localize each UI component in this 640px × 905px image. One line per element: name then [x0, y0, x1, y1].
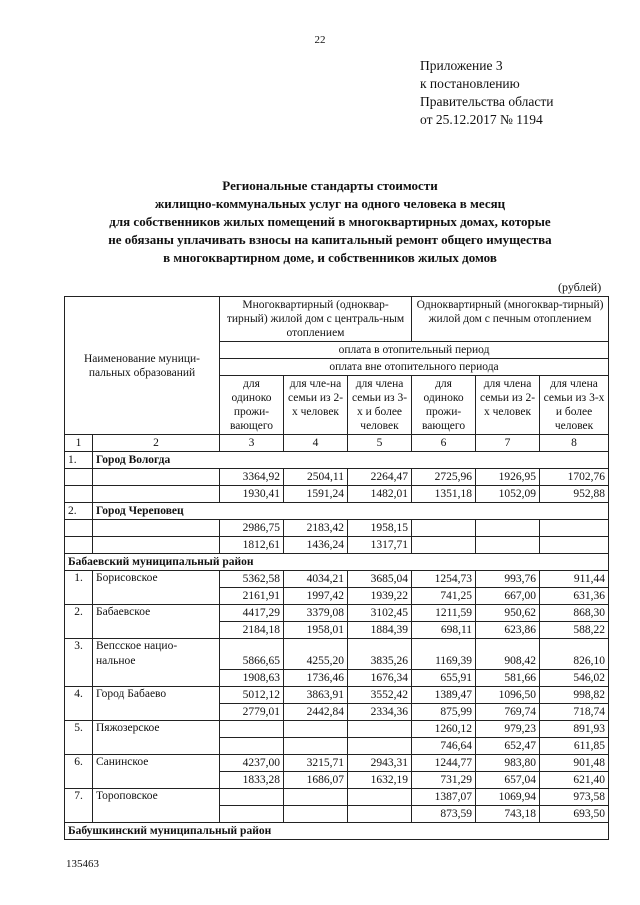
- value-cell: 2184,18: [220, 622, 284, 639]
- value-cell: 998,82: [540, 687, 609, 704]
- value-cell: 908,42: [476, 639, 540, 670]
- row-number: 1.: [65, 452, 93, 469]
- value-cell: 655,91: [412, 670, 476, 687]
- municipality-name: Борисовское: [93, 571, 220, 605]
- value-cell: 581,66: [476, 670, 540, 687]
- value-cell: 2264,47: [348, 469, 412, 486]
- value-cell: 1591,24: [284, 486, 348, 503]
- value-cell: 1211,59: [412, 605, 476, 622]
- value-cell: 911,44: [540, 571, 609, 588]
- value-cell: 1260,12: [412, 721, 476, 738]
- value-cell: 769,74: [476, 704, 540, 721]
- value-cell: 2161,91: [220, 588, 284, 605]
- value-cell: 5012,12: [220, 687, 284, 704]
- value-cell: 698,11: [412, 622, 476, 639]
- value-cell: 3835,26: [348, 639, 412, 670]
- table-row: [65, 554, 609, 571]
- value-cell: 4255,20: [284, 639, 348, 670]
- table-row: [65, 605, 609, 622]
- value-cell: 693,50: [540, 806, 609, 823]
- value-cell: 875,99: [412, 704, 476, 721]
- column-number: 2: [93, 435, 220, 452]
- value-cell: 1939,22: [348, 588, 412, 605]
- table-row: [65, 721, 609, 738]
- value-cell: 546,02: [540, 670, 609, 687]
- value-cell: 2442,84: [284, 704, 348, 721]
- value-cell: 623,86: [476, 622, 540, 639]
- value-cell: 4034,21: [284, 571, 348, 588]
- municipality-name: Санинское: [93, 755, 220, 789]
- value-cell: 3552,42: [348, 687, 412, 704]
- value-cell: 873,59: [412, 806, 476, 823]
- value-cell: 1052,09: [476, 486, 540, 503]
- row-number: 7.: [65, 789, 93, 823]
- value-cell: 1244,77: [412, 755, 476, 772]
- title-line: для собственников жилых помещений в многоквартирных домах, которые: [109, 214, 551, 229]
- value-cell: 718,74: [540, 704, 609, 721]
- value-cell: 1351,18: [412, 486, 476, 503]
- header-non-heating-season: оплата вне отопительного периода: [220, 359, 609, 376]
- header-col-two: для чле-на семьи из 2-х человек: [284, 376, 348, 435]
- value-cell: 1436,24: [284, 537, 348, 554]
- value-cell: 2943,31: [348, 755, 412, 772]
- table-row: [65, 520, 609, 537]
- value-cell: 1387,07: [412, 789, 476, 806]
- value-cell: 2504,11: [284, 469, 348, 486]
- value-cell: 3215,71: [284, 755, 348, 772]
- table-row: [65, 823, 609, 840]
- value-cell: 1069,94: [476, 789, 540, 806]
- table-row: [65, 452, 609, 469]
- value-cell: 983,80: [476, 755, 540, 772]
- value-cell: 2725,96: [412, 469, 476, 486]
- value-cell: 891,93: [540, 721, 609, 738]
- title-line: не обязаны уплачивать взносы на капитальный ремонт общего имущества: [108, 232, 552, 247]
- value-cell: 2986,75: [220, 520, 284, 537]
- value-cell: 741,25: [412, 588, 476, 605]
- column-number: 7: [476, 435, 540, 452]
- value-cell: 1958,15: [348, 520, 412, 537]
- value-cell: 952,88: [540, 486, 609, 503]
- district-heading: Бабушкинский муниципальный район: [65, 823, 609, 840]
- value-cell: 5866,65: [220, 639, 284, 670]
- value-cell: 1254,73: [412, 571, 476, 588]
- row-number: 4.: [65, 687, 93, 721]
- value-cell: 1833,28: [220, 772, 284, 789]
- value-cell: 611,85: [540, 738, 609, 755]
- header-col-single: для одиноко прожи-вающего: [412, 376, 476, 435]
- value-cell: 5362,58: [220, 571, 284, 588]
- value-cell: 743,18: [476, 806, 540, 823]
- header-col-three: для члена семьи из 3-х и более человек: [540, 376, 609, 435]
- municipality-name: Вепсское нацио-нальное: [93, 639, 220, 687]
- row-number: 6.: [65, 755, 93, 789]
- value-cell: 3364,92: [220, 469, 284, 486]
- value-cell: 1482,01: [348, 486, 412, 503]
- value-cell: 1169,39: [412, 639, 476, 670]
- table-row: [65, 755, 609, 772]
- municipality-name: Пяжозерское: [93, 721, 220, 755]
- value-cell: 1686,07: [284, 772, 348, 789]
- value-cell: 1884,39: [348, 622, 412, 639]
- value-cell: 4237,00: [220, 755, 284, 772]
- table-row: [65, 571, 609, 588]
- header-heating-season: оплата в отопительный период: [220, 342, 609, 359]
- table-row: [65, 503, 609, 520]
- document-code: 135463: [66, 858, 99, 870]
- column-number: 3: [220, 435, 284, 452]
- municipality-name: Город Череповец: [93, 503, 609, 520]
- value-cell: 3685,04: [348, 571, 412, 588]
- row-number: 2.: [65, 503, 93, 520]
- value-cell: 979,23: [476, 721, 540, 738]
- appendix-line: Правительства области: [420, 94, 554, 109]
- value-cell: 3102,45: [348, 605, 412, 622]
- table-row: [65, 469, 609, 486]
- value-cell: 3379,08: [284, 605, 348, 622]
- value-cell: 1702,76: [540, 469, 609, 486]
- table-row: [65, 486, 609, 503]
- row-number: 1.: [65, 571, 93, 605]
- header-col-single: для одиноко прожи-вающего: [220, 376, 284, 435]
- header-col-three: для члена семьи из 3-х и более человек: [348, 376, 412, 435]
- column-number: 6: [412, 435, 476, 452]
- value-cell: 2334,36: [348, 704, 412, 721]
- title-line: жилищно-коммунальных услуг на одного человека в месяц: [154, 196, 506, 211]
- document-title: [40, 177, 620, 267]
- standards-table: [64, 296, 609, 840]
- header-name-col: Наименование муници-пальных образований: [65, 297, 220, 435]
- value-cell: 1317,71: [348, 537, 412, 554]
- appendix-line: от 25.12.2017 № 1194: [420, 112, 543, 127]
- value-cell: 667,00: [476, 588, 540, 605]
- value-cell: 993,76: [476, 571, 540, 588]
- header-multi-house: Многоквартирный (одноквар-тирный) жилой дом с централь-ным отоплением: [220, 297, 412, 342]
- value-cell: 2183,42: [284, 520, 348, 537]
- value-cell: 1736,46: [284, 670, 348, 687]
- value-cell: 631,36: [540, 588, 609, 605]
- value-cell: 1096,50: [476, 687, 540, 704]
- value-cell: 621,40: [540, 772, 609, 789]
- header-single-house: Одноквартирный (многоквар-тирный) жилой дом с печным отоплением: [412, 297, 609, 342]
- value-cell: 1389,47: [412, 687, 476, 704]
- page-number: 22: [314, 34, 326, 46]
- value-cell: 950,62: [476, 605, 540, 622]
- value-cell: 1997,42: [284, 588, 348, 605]
- header-col-two: для члена семьи из 2-х человек: [476, 376, 540, 435]
- row-number: 2.: [65, 605, 93, 639]
- column-number: 5: [348, 435, 412, 452]
- column-number: 1: [65, 435, 93, 452]
- value-cell: 1812,61: [220, 537, 284, 554]
- column-number: 4: [284, 435, 348, 452]
- value-cell: 1958,01: [284, 622, 348, 639]
- value-cell: 4417,29: [220, 605, 284, 622]
- value-cell: 826,10: [540, 639, 609, 670]
- table-row: [65, 639, 609, 670]
- municipality-name: Тороповское: [93, 789, 220, 823]
- value-cell: 973,58: [540, 789, 609, 806]
- table-row: [65, 537, 609, 554]
- value-cell: 2779,01: [220, 704, 284, 721]
- row-number: 5.: [65, 721, 93, 755]
- value-cell: 746,64: [412, 738, 476, 755]
- row-number: 3.: [65, 639, 93, 687]
- table-row: [65, 687, 609, 704]
- value-cell: 1632,19: [348, 772, 412, 789]
- appendix-line: Приложение 3: [420, 58, 503, 73]
- value-cell: 1676,34: [348, 670, 412, 687]
- value-cell: 588,22: [540, 622, 609, 639]
- municipality-name: Город Вологда: [93, 452, 609, 469]
- unit-label: (рублей): [558, 280, 602, 294]
- municipality-name: Город Бабаево: [93, 687, 220, 721]
- district-heading: Бабаевский муниципальный район: [65, 554, 609, 571]
- value-cell: 901,48: [540, 755, 609, 772]
- value-cell: 1926,95: [476, 469, 540, 486]
- appendix-line: к постановлению: [420, 76, 520, 91]
- value-cell: 1930,41: [220, 486, 284, 503]
- appendix-block: [420, 57, 553, 129]
- value-cell: 657,04: [476, 772, 540, 789]
- value-cell: 731,29: [412, 772, 476, 789]
- title-line: Региональные стандарты стоимости: [222, 178, 438, 193]
- column-number: 8: [540, 435, 609, 452]
- value-cell: 652,47: [476, 738, 540, 755]
- value-cell: 868,30: [540, 605, 609, 622]
- value-cell: 3863,91: [284, 687, 348, 704]
- value-cell: 1908,63: [220, 670, 284, 687]
- municipality-name: Бабаевское: [93, 605, 220, 639]
- title-line: в многоквартирном доме, и собственников жилых домов: [163, 250, 497, 265]
- table-row: [65, 789, 609, 806]
